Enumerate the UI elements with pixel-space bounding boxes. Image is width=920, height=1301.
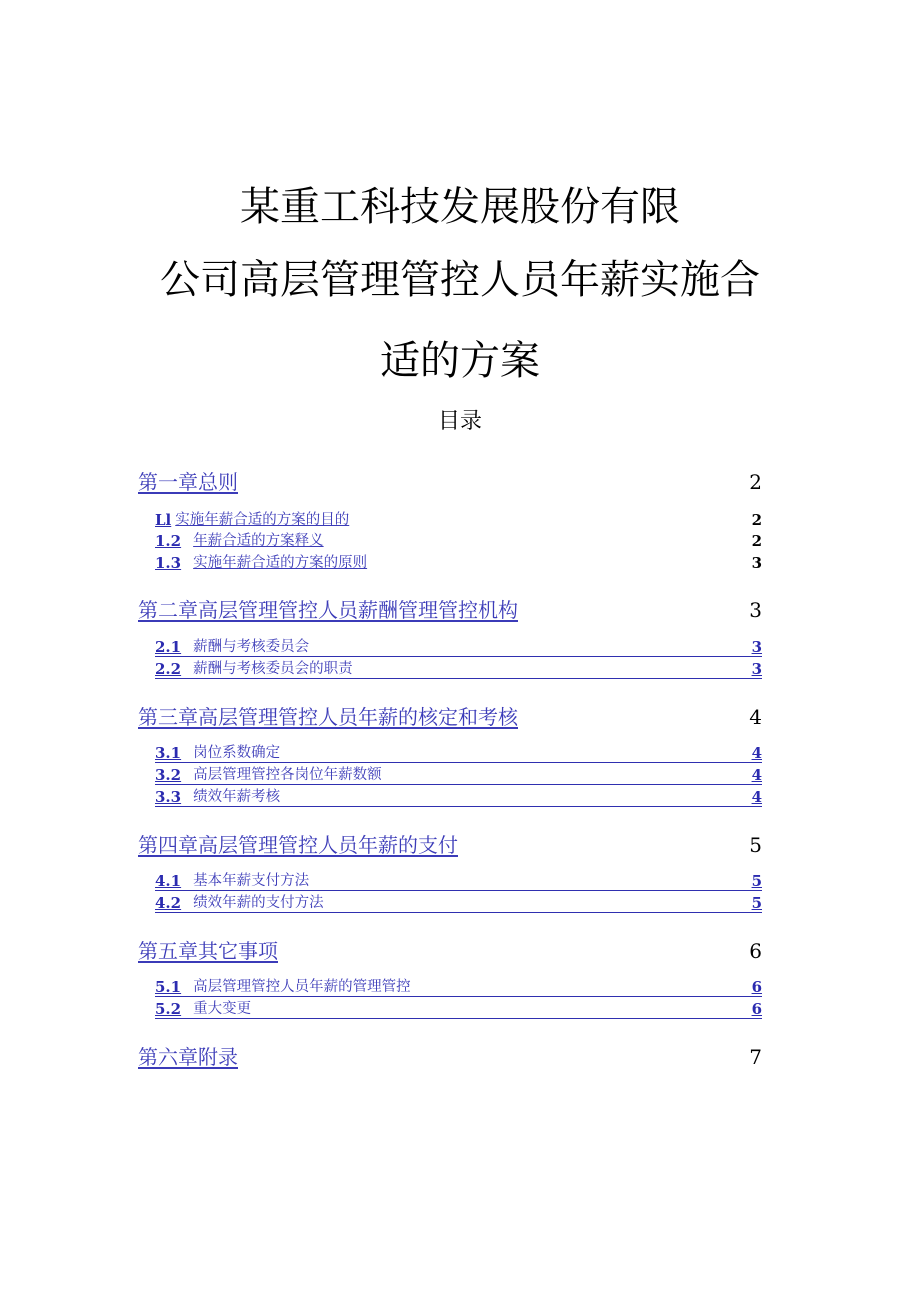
toc-section-1-1[interactable] — [155, 509, 762, 529]
toc-chapter-page: 2 — [749, 470, 762, 494]
toc-section-3-1[interactable] — [155, 742, 762, 763]
toc-section-page: 2 — [751, 511, 762, 529]
document-title-line-3: 适的方案 — [380, 338, 540, 384]
toc-section-page: 6 — [751, 1000, 762, 1018]
toc-section-2-1[interactable] — [155, 636, 762, 657]
toc-chapter-page: 3 — [749, 598, 762, 622]
toc-chapter-3[interactable] — [138, 700, 762, 730]
toc-section-page: 3 — [751, 638, 762, 656]
toc-section-title[interactable]: 薪酬与考核委员会 — [193, 639, 310, 655]
toc-section-page: 4 — [751, 788, 762, 806]
toc-section-title[interactable]: 实施年薪合适的方案的目的 — [175, 512, 350, 528]
toc-section-title[interactable]: 高层管理管控各岗位年薪数额 — [193, 767, 382, 783]
toc-chapter-label[interactable]: 第六章附录 — [138, 1045, 238, 1069]
toc-chapter-2[interactable] — [138, 593, 762, 623]
toc-section-number[interactable]: 3.3 — [155, 788, 182, 806]
toc-chapter-page: 4 — [749, 705, 762, 729]
toc-section-number[interactable]: 1.2 — [155, 532, 182, 550]
toc-section-number[interactable]: 4.2 — [155, 894, 182, 912]
toc-section-3-3[interactable] — [155, 786, 762, 807]
toc-section-5-1[interactable] — [155, 976, 762, 997]
toc-section-number[interactable]: 2.2 — [155, 660, 182, 678]
toc-section-number[interactable]: Ll — [155, 511, 172, 529]
toc-section-title[interactable]: 绩效年薪考核 — [193, 789, 281, 805]
toc-chapter-label[interactable]: 第二章高层管理管控人员薪酬管理管控机构 — [138, 598, 518, 622]
toc-section-page: 3 — [751, 554, 762, 572]
toc-chapter-page: 5 — [749, 833, 762, 857]
toc-section-number[interactable]: 3.2 — [155, 766, 182, 784]
toc-chapter-label[interactable]: 第三章高层管理管控人员年薪的核定和考核 — [138, 705, 518, 729]
document-title-line-1: 某重工科技发展股份有限 — [240, 184, 680, 230]
toc-section-2-2[interactable] — [155, 658, 762, 679]
toc-section-1-2[interactable] — [155, 530, 762, 550]
toc-section-4-1[interactable] — [155, 870, 762, 891]
toc-section-title[interactable]: 基本年薪支付方法 — [193, 873, 310, 889]
toc-chapter-1[interactable] — [138, 465, 762, 495]
toc-section-3-2[interactable] — [155, 764, 762, 785]
toc-section-title[interactable]: 年薪合适的方案释义 — [193, 533, 324, 549]
toc-section-5-2[interactable] — [155, 998, 762, 1019]
toc-section-page: 2 — [751, 532, 762, 550]
toc-section-number[interactable]: 2.1 — [155, 638, 182, 656]
toc-section-number[interactable]: 1.3 — [155, 554, 182, 572]
document-title-line-2: 公司高层管理管控人员年薪实施合 — [160, 257, 760, 303]
toc-chapter-4[interactable] — [138, 828, 762, 858]
toc-section-title[interactable]: 岗位系数确定 — [193, 745, 281, 761]
toc-chapter-label[interactable]: 第五章其它事项 — [138, 939, 278, 963]
toc-chapter-label[interactable]: 第四章高层管理管控人员年薪的支付 — [138, 833, 458, 857]
toc-section-page: 6 — [751, 978, 762, 996]
toc-chapter-label[interactable]: 第一章总则 — [138, 470, 238, 494]
toc-section-page: 3 — [751, 660, 762, 678]
toc-section-number[interactable]: 3.1 — [155, 744, 182, 762]
toc-section-title[interactable]: 薪酬与考核委员会的职责 — [193, 661, 353, 677]
toc-section-page: 4 — [751, 744, 762, 762]
toc-chapter-page: 6 — [749, 939, 762, 963]
toc-section-number[interactable]: 5.1 — [155, 978, 182, 996]
toc-section-title[interactable]: 重大变更 — [193, 1001, 252, 1017]
toc-chapter-6[interactable] — [138, 1040, 762, 1070]
toc-section-4-2[interactable] — [155, 892, 762, 913]
toc-section-page: 4 — [751, 766, 762, 784]
toc-section-title[interactable]: 高层管理管控人员年薪的管理管控 — [193, 979, 411, 995]
toc-section-1-3[interactable] — [155, 552, 762, 572]
toc-section-page: 5 — [751, 872, 762, 890]
toc-heading: 目录 — [437, 409, 482, 434]
toc-chapter-page: 7 — [749, 1045, 762, 1069]
toc-section-title[interactable]: 绩效年薪的支付方法 — [193, 895, 324, 911]
toc-chapter-5[interactable] — [138, 934, 762, 964]
toc-section-page: 5 — [751, 894, 762, 912]
toc-section-title[interactable]: 实施年薪合适的方案的原则 — [193, 555, 368, 571]
toc-section-number[interactable]: 5.2 — [155, 1000, 182, 1018]
toc-section-number[interactable]: 4.1 — [155, 872, 182, 890]
